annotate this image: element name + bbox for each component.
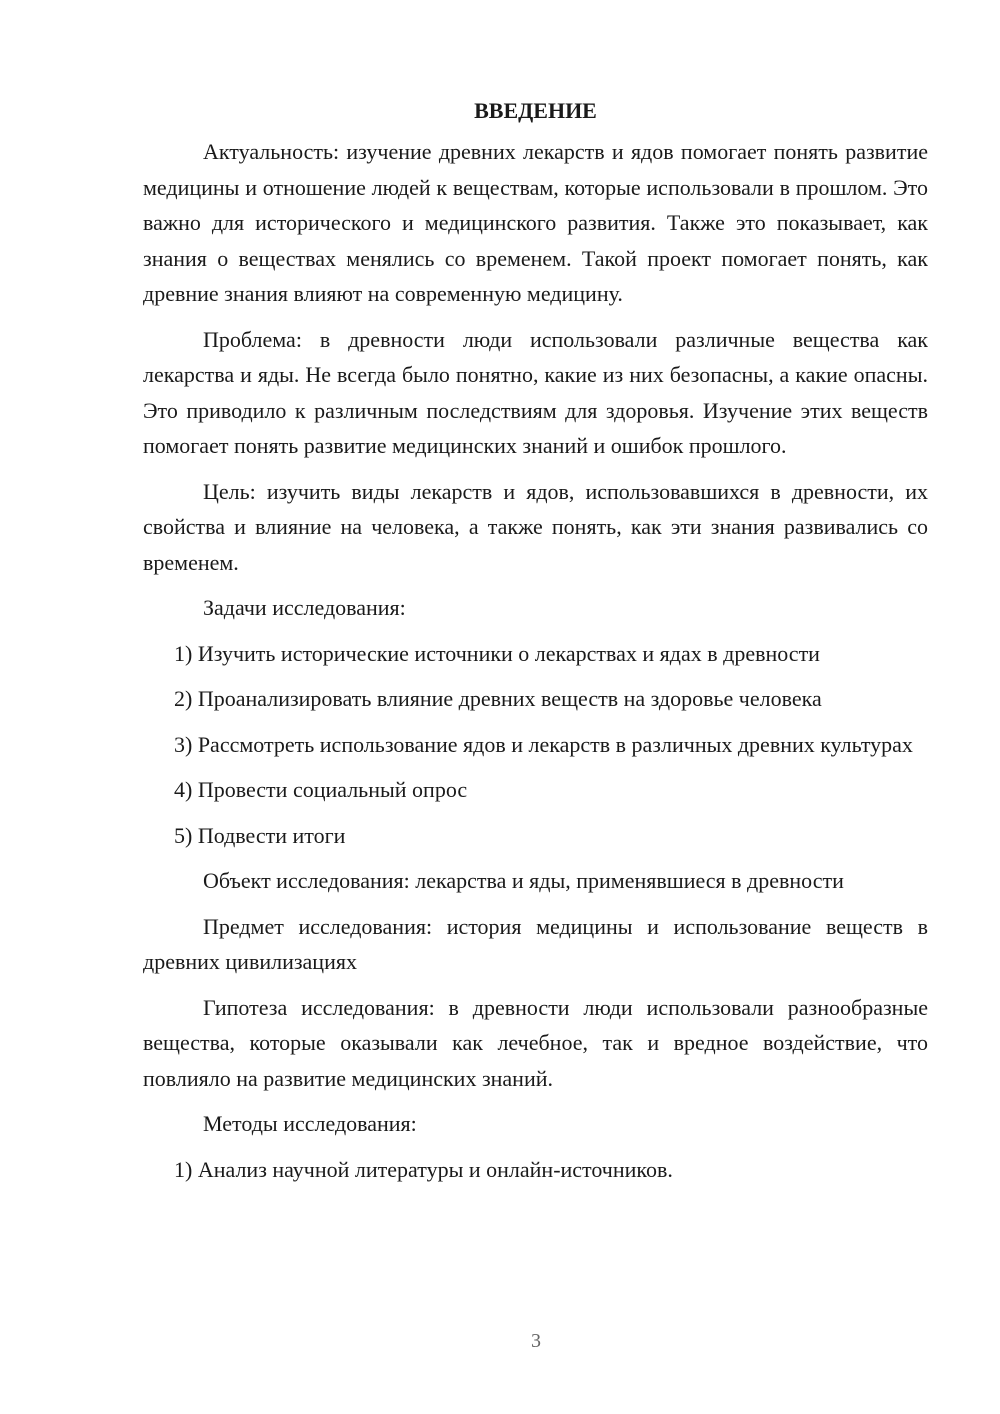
task-item: 4) Провести социальный опрос	[174, 777, 468, 802]
object-paragraph: Объект исследования: лекарства и яды, применявшиеся в древности	[203, 868, 844, 893]
method-item: 1) Анализ научной литературы и онлайн-источников.	[174, 1156, 673, 1182]
problem-paragraph: Проблема: в древности люди использовали различные вещества как лекарства и яды. Не всегда было понятно, какие из них безопасны, а какие опасны. Это приводило к различным последствиям для здоровья. Изучение этих веществ помогает понять развитие медицинских знаний и ошибок прошлого.	[143, 326, 928, 458]
page-title: ВВЕДЕНИЕ	[474, 98, 597, 123]
page-number: 3	[531, 1330, 541, 1352]
task-item: 5) Подвести итоги	[174, 822, 346, 848]
relevance-paragraph: Актуальность: изучение древних лекарств и ядов помогает понять развитие медицины и отношение людей к веществам, которые использовали в прошлом. Это важно для исторического и медицинского развития. Также это показывает, как знания о веществах менялись со временем. Такой проект помогает понять, как древние знания влияют на современную медицину.	[143, 139, 928, 306]
subject-paragraph: Предмет исследования: история медицины и использование веществ в древних цивилизациях	[143, 913, 928, 974]
task-item: 2) Проанализировать влияние древних веществ на здоровье человека	[174, 686, 822, 711]
hypothesis-paragraph: Гипотеза исследования: в древности люди использовали разнообразные вещества, которые оказывали как лечебное, так и вредное воздействие, что повлияло на развитие медицинских знаний.	[143, 994, 928, 1091]
tasks-title: Задачи исследования:	[203, 595, 406, 620]
task-item: 1) Изучить исторические источники о лекарствах и ядах в древности	[174, 640, 820, 666]
document-page	[143, 92, 928, 1197]
methods-title: Методы исследования:	[203, 1111, 417, 1136]
goal-paragraph: Цель: изучить виды лекарств и ядов, использовавшихся в древности, их свойства и влияние на человека, а также понять, как эти знания развивались со временем.	[143, 478, 928, 575]
task-item: 3) Рассмотреть использование ядов и лекарств в различных древних культурах	[174, 731, 913, 757]
